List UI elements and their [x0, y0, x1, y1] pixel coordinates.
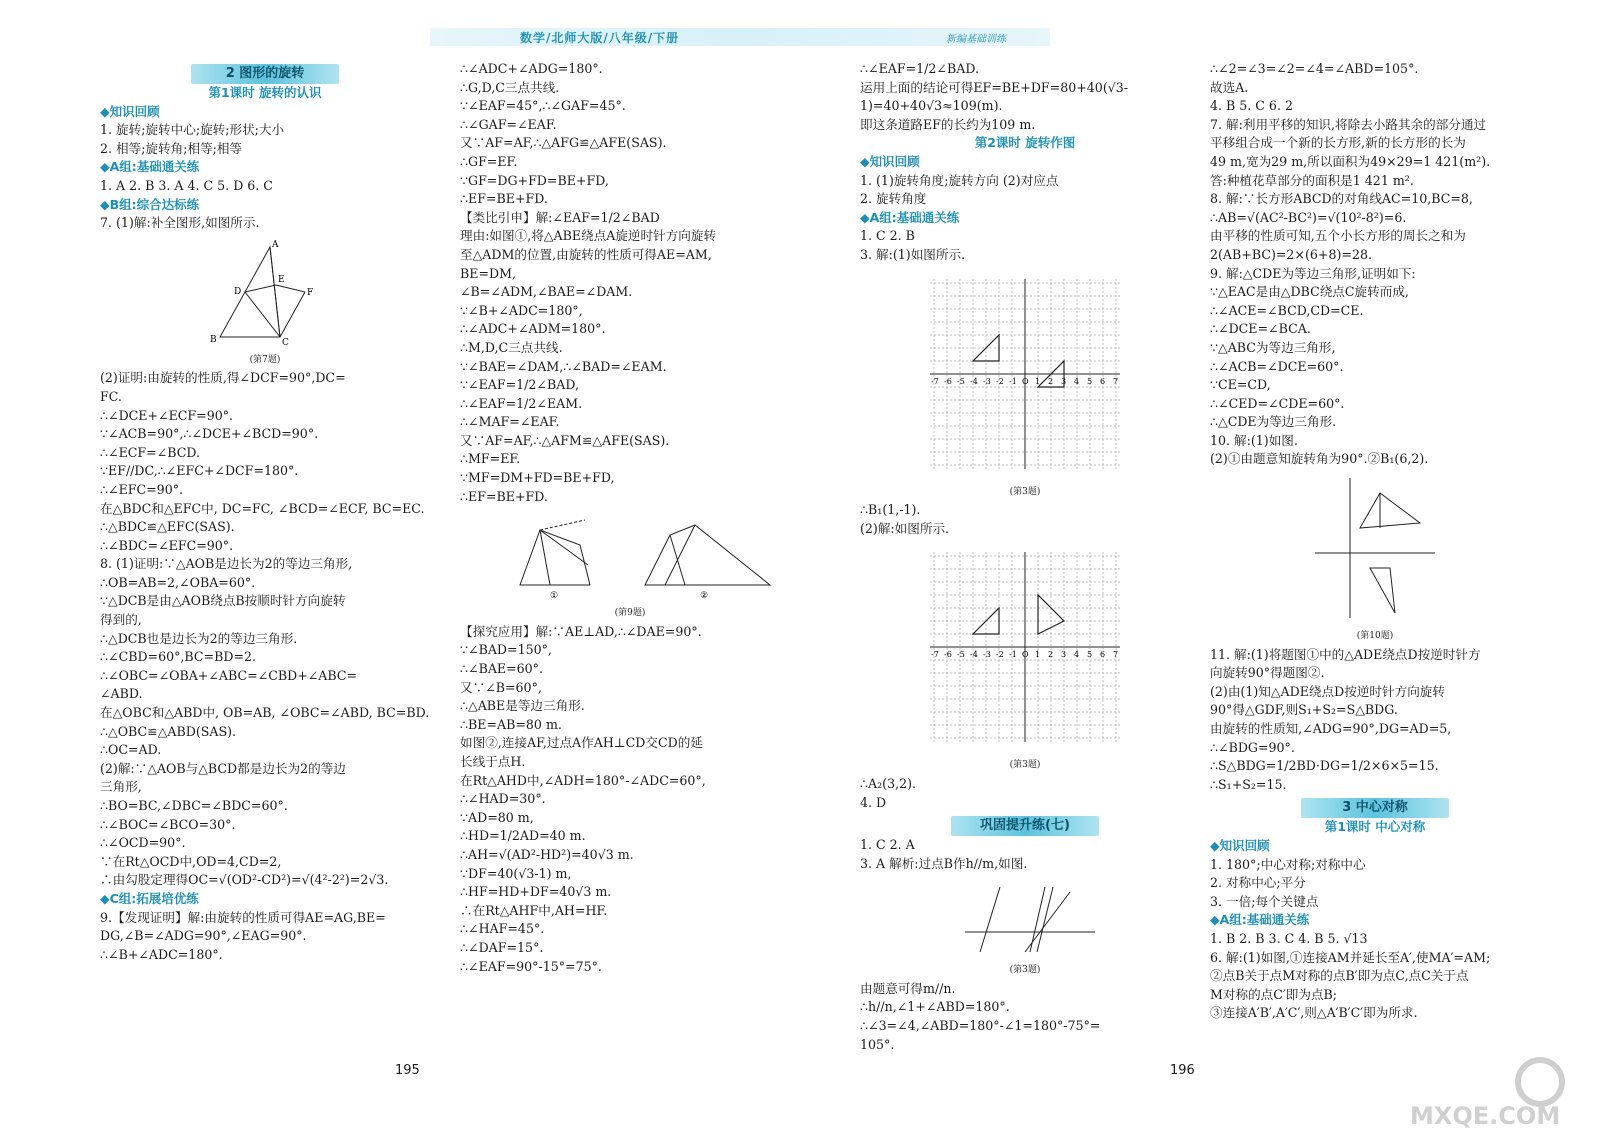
text-line: ∴∠EFC=90°.	[100, 481, 184, 497]
text-line: 49 m,宽为29 m,所以面积为49×29=1 421(m²).	[1210, 153, 1491, 169]
axis-tick-label: 3	[1061, 376, 1067, 386]
text-line: ∴EF=BE+FD.	[460, 488, 548, 504]
column-4	[1210, 60, 1540, 1023]
text-line: ∵CE=CD,	[1210, 377, 1271, 393]
text-line: 8. 解:∵长方形ABCD的对角线AC=10,BC=8,	[1210, 191, 1473, 207]
svg-text:B: B	[210, 334, 217, 345]
text-line: ∠B=∠ADM,∠BAE=∠DAM.	[460, 284, 633, 300]
text-line: ∴∠DAF=15°.	[460, 939, 544, 955]
coordinate-grid-2	[920, 542, 1130, 752]
text-line: 得到的,	[100, 612, 142, 628]
text-line: DG,∠B=∠ADG=90°,∠EAG=90°.	[100, 928, 307, 944]
section-heading: ◆C组:拓展培优练	[100, 890, 199, 906]
axis-tick-label: 6	[1100, 376, 1106, 386]
text-line: ∵AD=80 m,	[460, 809, 534, 825]
text-line: 长线于点H.	[460, 754, 526, 769]
figure-q10	[1310, 473, 1440, 623]
text-line: ③连接A′B′,A′C′,则△A′B′C′即为所求.	[1210, 1005, 1418, 1021]
svg-text:A: A	[272, 239, 279, 250]
text-line: ∵DF=40(√3-1) m,	[460, 865, 572, 881]
text-line: ∴AH=√(AD²-HD²)=40√3 m.	[460, 846, 634, 862]
text-line: ∴△CDE为等边三角形.	[1210, 414, 1337, 430]
text-line: ∴∠ADC+∠ADG=180°.	[460, 61, 603, 76]
text-line: ∴∠EAF=90°-15°=75°.	[460, 958, 602, 974]
svg-text:E: E	[278, 274, 285, 285]
text-line: (2)由(1)知△ADE绕点D按逆时针方向旋转	[1210, 683, 1445, 699]
text-line: 2. 旋转角度	[860, 191, 927, 207]
text-line: 4. D	[860, 794, 887, 810]
text-line: ∵△EAC是由△DBC绕点C旋转而成,	[1210, 284, 1409, 300]
text-line: ∴MF=EF.	[460, 451, 521, 467]
text-line: ∴∠ADC+∠ADM=180°.	[460, 321, 606, 337]
text-line: ∴G,D,C三点共线.	[460, 79, 560, 95]
text-line: ∴BE=AB=80 m.	[460, 716, 562, 732]
text-line: 2(AB+BC)=2×(6+8)=28.	[1210, 246, 1372, 262]
text-line: ∴由勾股定理得OC=√(OD²-CD²)=√(4²-2²)=2√3.	[100, 872, 389, 888]
axis-tick-label: -1	[1009, 650, 1017, 660]
text-line: 答:种植花草部分的面积是1 421 m².	[1210, 172, 1414, 188]
text-line: ∴HF=HD+DF=40√3 m.	[460, 884, 612, 900]
text-line: ∵MF=DM+FD=BE+FD,	[460, 470, 615, 486]
axis-tick-label: -5	[957, 376, 965, 386]
text-line: ∵△DCB是由△AOB绕点B按顺时针方向旋转	[100, 593, 346, 609]
text-line: 3. 一倍;每个关键点	[1210, 893, 1319, 909]
text-line: FC.	[100, 388, 122, 404]
text-line: ∴OB=AB=2,∠OBA=60°.	[100, 574, 256, 590]
text-line: ∴∠CED=∠CDE=60°.	[1210, 395, 1345, 411]
column-3	[860, 60, 1190, 1054]
figure-caption: (第10题)	[1356, 631, 1394, 642]
text-line: 1. C 2. A	[860, 837, 915, 853]
section-badge: 3 中心对称	[1301, 798, 1449, 818]
text-line: 10. 解:(1)如图.	[1210, 432, 1298, 448]
text-line: 由题意可得m//n.	[860, 980, 956, 996]
axis-tick-label: -4	[970, 376, 978, 386]
figure-parallel-lines	[945, 877, 1105, 957]
text-line: ∵∠ACB=90°,∴∠DCE+∠BCD=90°.	[100, 426, 319, 442]
figure-caption: (第3题)	[1009, 760, 1041, 771]
axis-tick-label: -4	[970, 650, 978, 660]
figure-caption: (第3题)	[1009, 486, 1041, 497]
page-number-right: 196	[1170, 1063, 1195, 1078]
axis-tick-label: 6	[1100, 650, 1106, 660]
axis-tick-label: -7	[931, 376, 939, 386]
text-line: 9.【发现证明】解:由旋转的性质可得AE=AG,BE=	[100, 909, 386, 925]
text-line: ∴∠MAF=∠EAF.	[460, 414, 560, 430]
text-line: ∴∠B+∠ADC=180°.	[100, 946, 223, 962]
axis-tick-label: -2	[996, 376, 1004, 386]
text-line: 理由:如图①,将△ABE绕点A旋逆时针方向旋转	[460, 228, 717, 244]
text-line: ∴∠HAD=30°.	[460, 791, 546, 807]
text-line: ∴∠ACB=∠DCE=60°.	[1210, 358, 1344, 374]
text-line: 【类比引申】解:∠EAF=1/2∠BAD	[460, 209, 660, 225]
axis-tick-label: O	[1022, 376, 1029, 386]
section-heading: ◆A组:基础通关练	[1210, 912, 1310, 928]
text-line: 由旋转的性质知,∠ADG=90°,DG=AD=5,	[1210, 721, 1452, 737]
text-line: (2)解:如图所示.	[860, 520, 950, 536]
text-line: 1. C 2. B	[860, 228, 915, 244]
text-line: ∴在Rt△AHF中,AH=HF.	[460, 902, 608, 918]
section-badge: 2 图形的旋转	[191, 64, 339, 84]
section-heading: ◆B组:综合达标练	[100, 196, 200, 212]
svg-text:②: ②	[700, 591, 709, 601]
text-line: ∴h//n,∠1+∠ABD=180°.	[860, 999, 1010, 1015]
axis-tick-label: -6	[944, 376, 952, 386]
text-line: ∠ABD.	[100, 686, 143, 702]
axis-tick-label: -5	[957, 650, 965, 660]
text-line: ∴A₂(3,2).	[860, 775, 917, 791]
text-line: ∴△BDC≌△EFC(SAS).	[100, 519, 235, 535]
text-line: 即这条道路EF的长约为109 m.	[860, 116, 1036, 132]
text-line: M对称的点C′即为点B;	[1210, 986, 1338, 1002]
svg-text:F: F	[307, 287, 314, 298]
text-line: 1. A 2. B 3. A 4. C 5. D 6. C	[100, 177, 273, 193]
figure-caption: (第3题)	[1009, 965, 1041, 976]
figure-q9	[480, 510, 780, 600]
coordinate-grid-1	[920, 269, 1130, 479]
section-heading: ◆知识回顾	[860, 153, 920, 169]
text-line: 3. 解:(1)如图所示.	[860, 246, 966, 262]
text-line: ∴∠BDG=90°.	[1210, 739, 1295, 755]
axis-tick-label: 7	[1113, 376, 1119, 386]
text-line: 又∵AF=AF,∴△AFM≌△AFE(SAS).	[460, 432, 670, 448]
section-badge: 巩固提升练(七)	[951, 816, 1099, 836]
text-line: 7. (1)解:补全图形,如图所示.	[100, 215, 260, 231]
text-line: BE=DM,	[460, 265, 516, 281]
text-line: ∴GF=EF.	[460, 153, 518, 169]
axis-tick-label: -3	[983, 650, 991, 660]
axis-tick-label: 2	[1048, 376, 1054, 386]
text-line: ∵EF//DC,∴∠EFC+∠DCF=180°.	[100, 463, 299, 479]
lesson-subtitle: 第2课时 旋转作图	[974, 135, 1076, 151]
text-line: ∴∠OBC=∠OBA+∠ABC=∠CBD+∠ABC=	[100, 667, 358, 683]
text-line: (2)①由题意知旋转角为90°.②B₁(6,2).	[1210, 451, 1429, 467]
axis-tick-label: 1	[1035, 376, 1041, 386]
axis-tick-label: 2	[1048, 650, 1054, 660]
section-heading: ◆知识回顾	[100, 103, 160, 119]
text-line: ∵∠B+∠ADC=180°,	[460, 302, 583, 318]
text-line: 1. 旋转;旋转中心;旋转;形状;大小	[100, 122, 285, 138]
svg-text:C: C	[282, 337, 289, 347]
text-line: ∴∠3=∠4,∠ABD=180°-∠1=180°-75°=	[860, 1018, 1101, 1034]
text-line: 4. B 5. C 6. 2	[1210, 98, 1293, 114]
axis-tick-label: 7	[1113, 650, 1119, 660]
text-line: 向旋转90°得题图②.	[1210, 665, 1325, 681]
text-line: ∴∠HAF=45°.	[460, 921, 545, 937]
text-line: ②点B关于点M对称的点B′即为点C,点C关于点	[1210, 968, 1469, 984]
text-line: ∵∠BAE=∠DAM,∴∠BAD=∠EAM.	[460, 358, 667, 374]
text-line: ∴B₁(1,-1).	[860, 502, 921, 518]
text-line: ∴∠CBD=60°,BC=BD=2.	[100, 649, 257, 665]
text-line: ∴∠ECF=∠BCD.	[100, 444, 201, 460]
page-number-left: 195	[395, 1063, 420, 1078]
text-line: 6. 解:(1)如图,①连接AM并延长至A′,使MA′=AM;	[1210, 949, 1491, 965]
text-line: ∴∠EAF=1/2∠EAM.	[460, 395, 583, 411]
text-line: 11. 解:(1)将题图①中的△ADE绕点D按逆时针方	[1210, 646, 1481, 662]
watermark-logo	[1400, 1050, 1570, 1130]
lesson-subtitle: 第1课时 旋转的认识	[208, 85, 322, 100]
text-line: 运用上面的结论可得EF=BE+DF=80+40(√3-	[860, 79, 1129, 95]
header-brand: 新编基础训练	[946, 34, 1006, 45]
axis-tick-label: -3	[983, 376, 991, 386]
section-heading: ◆A组:基础通关练	[860, 209, 960, 225]
text-line: 平移组合成一个新的长方形,新的长方形的长为	[1210, 135, 1466, 151]
axis-tick-label: -2	[996, 650, 1004, 660]
header-title: 数学/北师大版/八年级/下册	[520, 31, 680, 45]
text-line: ∵△ABC为等边三角形,	[1210, 339, 1336, 355]
text-line: 7. 解:利用平移的知识,将除去小路其余的部分通过	[1210, 116, 1487, 132]
text-line: ∴S₁+S₂=15.	[1210, 776, 1287, 792]
figure-q7	[190, 237, 340, 347]
text-line: 1. 180°;中心对称;对称中心	[1210, 856, 1366, 872]
text-line: 2. 相等;旋转角;相等;相等	[100, 140, 243, 156]
axis-tick-label: 5	[1087, 376, 1093, 386]
text-line: 如图②,连接AF,过点A作AH⊥CD交CD的延	[460, 735, 703, 751]
text-line: 三角形,	[100, 779, 142, 795]
text-line: ∴∠GAF=∠EAF.	[460, 116, 557, 132]
text-line: ∵GF=DG+FD=BE+FD,	[460, 172, 609, 188]
text-line: 由平移的性质可知,五个小长方形的周长之和为	[1210, 228, 1466, 244]
text-line: 3. A 解析:过点B作h//m,如图.	[860, 855, 1028, 871]
axis-tick-label: 4	[1074, 650, 1080, 660]
svg-text:MXQE.COM: MXQE.COM	[1410, 1102, 1561, 1130]
svg-text:①: ①	[550, 591, 559, 601]
text-line: 8. (1)证明:∵△AOB是边长为2的等边三角形,	[100, 556, 353, 572]
text-line: 在△BDC和△EFC中, DC=FC, ∠BCD=∠ECF, BC=EC.	[100, 500, 425, 516]
column-2	[460, 60, 800, 976]
text-line: ∴∠BOC=∠BCO=30°.	[100, 816, 236, 832]
text-line: ∴∠DCE=∠BCA.	[1210, 321, 1311, 337]
text-line: ∵∠EAF=45°,∴∠GAF=45°.	[460, 98, 626, 114]
text-line: 【探究应用】解:∵AE⊥AD,∴∠DAE=90°.	[460, 623, 702, 639]
text-line: ∴BO=BC,∠DBC=∠BDC=60°.	[100, 798, 288, 813]
text-line: ∴S△BDG=1/2BD·DG=1/2×6×5=15.	[1210, 758, 1439, 774]
text-line: 1. (1)旋转角度;旋转方向 (2)对应点	[860, 172, 1059, 188]
axis-tick-label: 1	[1035, 650, 1041, 660]
text-line: (2)证明:由旋转的性质,得∠DCF=90°,DC=	[100, 370, 346, 386]
lesson-subtitle: 第1课时 中心对称	[1324, 819, 1426, 835]
text-line: ∴HD=1/2AD=40 m.	[460, 828, 586, 844]
text-line: ∴∠BAE=60°.	[460, 661, 543, 677]
text-line: ∵∠BAD=150°,	[460, 642, 552, 658]
text-line: 105°.	[860, 1036, 895, 1052]
text-line: 在△OBC和△ABD中, OB=AB, ∠OBC=∠ABD, BC=BD.	[100, 705, 430, 721]
text-line: ∴∠DCE+∠ECF=90°.	[100, 407, 234, 423]
text-line: ∴AB=√(AC²-BC²)=√(10²-8²)=6.	[1210, 209, 1407, 225]
text-line: ∴EF=BE+FD.	[460, 191, 548, 207]
text-line: ∵∠EAF=1/2∠BAD,	[460, 377, 579, 393]
text-line: 又∵∠B=60°,	[460, 679, 542, 695]
text-line: ∴M,D,C三点共线.	[460, 339, 563, 355]
axis-tick-label: 4	[1074, 376, 1080, 386]
axis-tick-label: O	[1022, 650, 1029, 660]
figure-caption: (第7题)	[249, 354, 281, 365]
text-line: 至△ADM的位置,由旋转的性质可得AE=AM,	[460, 246, 712, 262]
text-line: 故选A.	[1210, 79, 1249, 95]
text-line: ∴∠2=∠3=∠2=∠4=∠ABD=105°.	[1210, 61, 1419, 76]
text-line: ∴△ABE是等边三角形.	[460, 698, 585, 714]
axis-tick-label: 5	[1087, 650, 1093, 660]
section-heading: ◆知识回顾	[1210, 838, 1270, 853]
section-heading: ◆A组:基础通关练	[100, 159, 200, 175]
text-line: 1)=40+40√3≈109(m).	[860, 98, 1003, 114]
text-line: (2)解:∵△AOB与△BCD都是边长为2的等边	[100, 760, 346, 776]
text-line: ∴∠OCD=90°.	[100, 835, 186, 851]
figure-caption: (第9题)	[614, 608, 646, 619]
text-line: 在Rt△AHD中,∠ADH=180°-∠ADC=60°,	[460, 772, 706, 788]
text-line: 又∵AF=AF,∴△AFG≌△AFE(SAS).	[460, 135, 667, 151]
text-line: ∵在Rt△OCD中,OD=4,CD=2,	[100, 853, 282, 869]
axis-tick-label: -1	[1009, 376, 1017, 386]
text-line: 90°得△GDF,则S₁+S₂=S△BDG.	[1210, 702, 1398, 718]
text-line: ∴∠BDC=∠EFC=90°.	[100, 537, 234, 553]
text-line: ∴OC=AD.	[100, 742, 162, 758]
text-line: ∴∠ACE=∠BCD,CD=CE.	[1210, 302, 1364, 318]
text-line: 9. 解:△CDE为等边三角形,证明如下:	[1210, 265, 1416, 281]
svg-text:D: D	[234, 286, 242, 297]
axis-tick-label: -6	[944, 650, 952, 660]
column-1	[100, 60, 430, 964]
text-line: ∴∠EAF=1/2∠BAD.	[860, 61, 979, 76]
axis-tick-label: -7	[931, 650, 939, 660]
text-line: 2. 对称中心;平分	[1210, 875, 1306, 891]
text-line: ∴△DCB也是边长为2的等边三角形.	[100, 630, 298, 646]
text-line: 1. B 2. B 3. C 4. B 5. √13	[1210, 930, 1368, 946]
text-line: ∴△OBC≌△ABD(SAS).	[100, 723, 237, 739]
axis-tick-label: 3	[1061, 650, 1067, 660]
